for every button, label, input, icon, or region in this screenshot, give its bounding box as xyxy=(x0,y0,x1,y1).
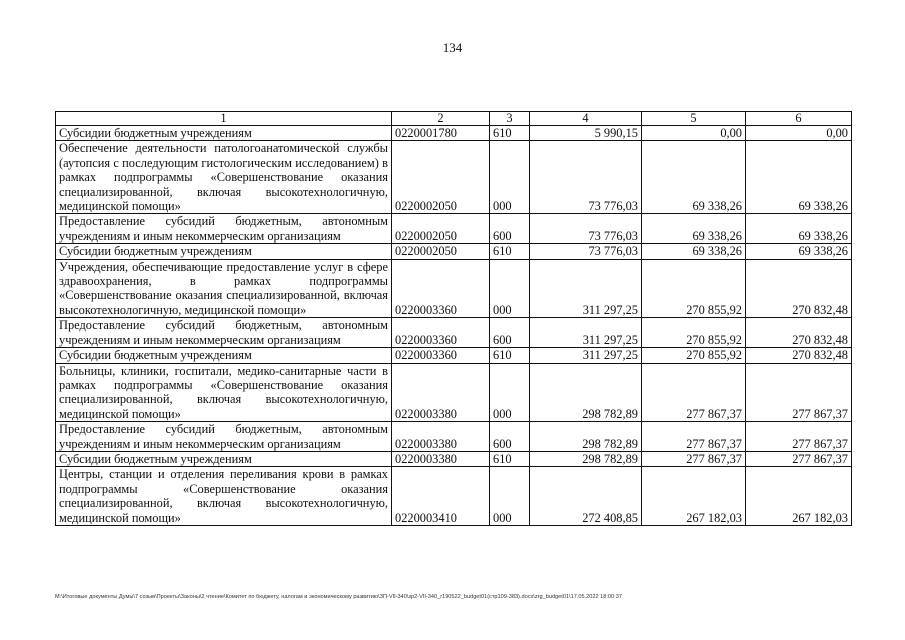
table-row xyxy=(56,214,852,244)
row-name-cell: Субсидии бюджетным учреждениям xyxy=(56,244,392,259)
row-code-cell: 0220003410 xyxy=(392,467,490,526)
row-kind-cell: 000 xyxy=(490,141,530,214)
row-value-2024-cell: 0,00 xyxy=(746,126,852,141)
row-value-2023-cell: 69 338,26 xyxy=(642,214,746,244)
table-row xyxy=(56,126,852,141)
row-value-2022-cell: 298 782,89 xyxy=(530,451,642,466)
row-value-2023-cell: 270 855,92 xyxy=(642,318,746,348)
row-kind-cell: 600 xyxy=(490,214,530,244)
row-code-cell: 0220002050 xyxy=(392,244,490,259)
table-row xyxy=(56,244,852,259)
row-value-2024-cell: 277 867,37 xyxy=(746,422,852,452)
row-value-2024-cell: 277 867,37 xyxy=(746,363,852,422)
row-value-2023-cell: 267 182,03 xyxy=(642,467,746,526)
row-kind-cell: 000 xyxy=(490,467,530,526)
row-kind-cell: 000 xyxy=(490,363,530,422)
row-value-2023-cell: 0,00 xyxy=(642,126,746,141)
table-row xyxy=(56,141,852,214)
row-name-cell: Предоставление субсидий бюджетным, автономным учреждениям и иным некоммерческим организациям xyxy=(56,214,392,244)
row-value-2023-cell: 277 867,37 xyxy=(642,363,746,422)
row-value-2024-cell: 69 338,26 xyxy=(746,141,852,214)
row-kind-cell: 610 xyxy=(490,244,530,259)
row-kind-cell: 600 xyxy=(490,318,530,348)
row-code-cell: 0220002050 xyxy=(392,141,490,214)
row-kind-cell: 600 xyxy=(490,422,530,452)
header-cell: 6 xyxy=(746,112,852,126)
row-value-2024-cell: 69 338,26 xyxy=(746,214,852,244)
row-value-2023-cell: 270 855,92 xyxy=(642,259,746,318)
table-row xyxy=(56,318,852,348)
row-name-cell: Центры, станции и отделения переливания крови в рамках подпрограммы «Совершенствование оказания специализированной, включая высокотехнологичную, медицинской помощи» xyxy=(56,467,392,526)
row-value-2022-cell: 73 776,03 xyxy=(530,214,642,244)
row-kind-cell: 000 xyxy=(490,259,530,318)
table-row xyxy=(56,451,852,466)
row-value-2022-cell: 311 297,25 xyxy=(530,259,642,318)
row-value-2024-cell: 270 832,48 xyxy=(746,318,852,348)
row-value-2023-cell: 270 855,92 xyxy=(642,348,746,363)
row-value-2022-cell: 298 782,89 xyxy=(530,422,642,452)
table-header-row xyxy=(56,112,852,126)
row-value-2024-cell: 270 832,48 xyxy=(746,348,852,363)
row-value-2022-cell: 311 297,25 xyxy=(530,348,642,363)
header-cell: 5 xyxy=(642,112,746,126)
table-row xyxy=(56,467,852,526)
budget-table xyxy=(55,111,852,526)
table-row xyxy=(56,363,852,422)
row-value-2022-cell: 73 776,03 xyxy=(530,244,642,259)
row-code-cell: 0220003360 xyxy=(392,259,490,318)
row-code-cell: 0220003380 xyxy=(392,422,490,452)
header-cell: 1 xyxy=(56,112,392,126)
row-value-2022-cell: 272 408,85 xyxy=(530,467,642,526)
page-number: 134 xyxy=(442,40,463,55)
row-code-cell: 0220003380 xyxy=(392,451,490,466)
row-value-2022-cell: 298 782,89 xyxy=(530,363,642,422)
row-name-cell: Субсидии бюджетным учреждениям xyxy=(56,348,392,363)
row-code-cell: 0220003380 xyxy=(392,363,490,422)
row-name-cell: Больницы, клиники, госпитали, медико-санитарные части в рамках подпрограммы «Совершенствование оказания специализированной, включая высокотехнологичную, медицинской помощи» xyxy=(56,363,392,422)
row-name-cell: Предоставление субсидий бюджетным, автономным учреждениям и иным некоммерческим организациям xyxy=(56,318,392,348)
row-value-2022-cell: 311 297,25 xyxy=(530,318,642,348)
row-value-2024-cell: 267 182,03 xyxy=(746,467,852,526)
header-cell: 3 xyxy=(490,112,530,126)
row-code-cell: 0220003360 xyxy=(392,318,490,348)
row-value-2024-cell: 270 832,48 xyxy=(746,259,852,318)
row-value-2023-cell: 277 867,37 xyxy=(642,422,746,452)
table-row xyxy=(56,422,852,452)
row-name-cell: Субсидии бюджетным учреждениям xyxy=(56,126,392,141)
header-cell: 2 xyxy=(392,112,490,126)
row-value-2022-cell: 73 776,03 xyxy=(530,141,642,214)
row-code-cell: 0220001780 xyxy=(392,126,490,141)
row-kind-cell: 610 xyxy=(490,348,530,363)
row-name-cell: Предоставление субсидий бюджетным, автономным учреждениям и иным некоммерческим организациям xyxy=(56,422,392,452)
row-code-cell: 0220003360 xyxy=(392,348,490,363)
row-value-2024-cell: 277 867,37 xyxy=(746,451,852,466)
row-value-2024-cell: 69 338,26 xyxy=(746,244,852,259)
row-value-2023-cell: 69 338,26 xyxy=(642,141,746,214)
row-value-2023-cell: 277 867,37 xyxy=(642,451,746,466)
row-kind-cell: 610 xyxy=(490,126,530,141)
row-name-cell: Обеспечение деятельности патологоанатомической службы (аутопсия с последующим гистологическим исследованием) в рамках подпрограммы «Совершенствование оказания специализированной, включая высокотехнологичную, медицинской помощи» xyxy=(56,141,392,214)
row-value-2023-cell: 69 338,26 xyxy=(642,244,746,259)
header-cell: 4 xyxy=(530,112,642,126)
row-name-cell: Субсидии бюджетным учреждениям xyxy=(56,451,392,466)
row-value-2022-cell: 5 990,15 xyxy=(530,126,642,141)
table-row xyxy=(56,259,852,318)
table-row xyxy=(56,348,852,363)
document-footer-path: M:\Итоговые документы Думы\7 созыв\Проекты\Законы\2 чтение\Комитет по бюджету, налогам и экономическому развитию\ЗП-VII-340\зр2-VII-340_r190522_budget01(стр109-383).docx\zrg_budget01\17.05.2022 18:00:37 xyxy=(55,594,622,600)
row-code-cell: 0220002050 xyxy=(392,214,490,244)
row-kind-cell: 610 xyxy=(490,451,530,466)
row-name-cell: Учреждения, обеспечивающие предоставление услуг в сфере здравоохранения, в рамках подпрограммы «Совершенствование оказания специализированной, включая высокотехнологичную, медицинской помощи» xyxy=(56,259,392,318)
